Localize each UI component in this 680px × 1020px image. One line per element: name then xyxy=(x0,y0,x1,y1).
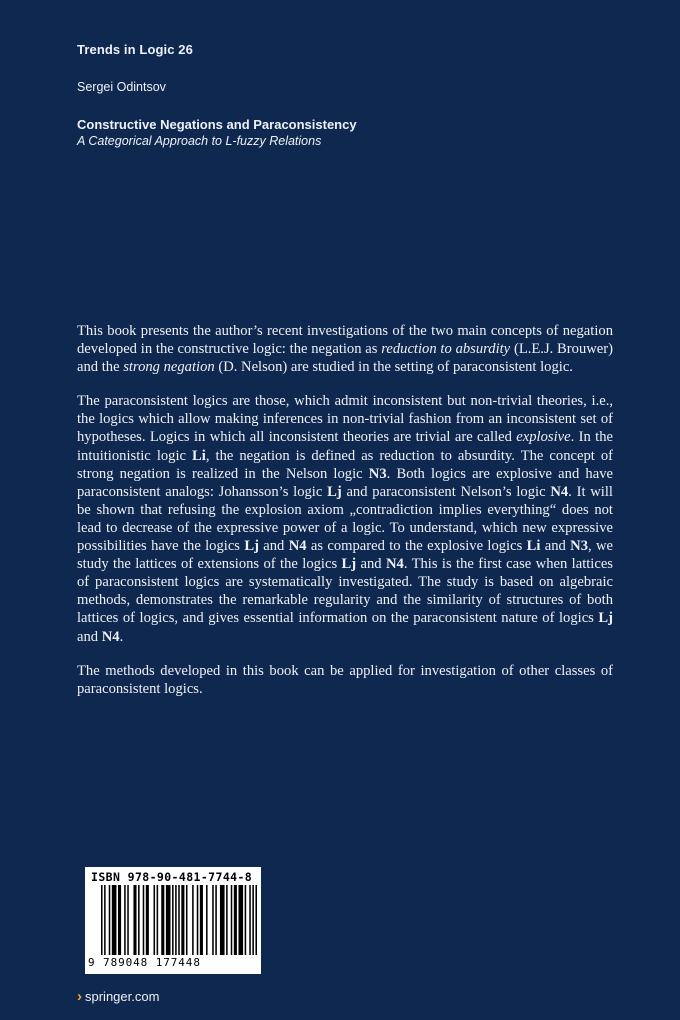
blurb-paragraph-2: The paraconsistent logics are those, which admit inconsistent but non-trivial theories, i.e., the logics which allow making inferences in non-trivial fashion from an inconsistent set of hypotheses. Logics in which all inconsistent theories are trivial are called explosive. In the intuitionistic logic Li, the negation is defined as reduction to absurdity. The concept of strong negation is realized in the Nelson logic N3. Both logics are explosive and have paraconsistent analogs: Johansson’s logic Lj and paraconsistent Nelson’s logic N4. It will be shown that refusing the explosion axiom „contradiction implies everything“ does not lead to decrease of the expressive power of a logic. To understand, which new expressive possibilities have the logics Lj and N4 as compared to the explosive logics Li and N3, we study the lattices of extensions of the logics Lj and N4. This is the first case when lattices of paraconsistent logics are systematically investigated. The study is based on algebraic methods, demonstrates the remarkable regularity and the similarity of structures of both lattices of logics, and gives essential information on the paraconsistent nature of logics Lj and N4. xyxy=(77,393,614,645)
ean-digits: 9 789048 177448 xyxy=(88,956,201,969)
blurb-paragraph-1: This book presents the author’s recent investigations of the two main concepts of negation developed in the constructive logic: the negation as reduction to absurdity (L.E.J. Brouwer) and the strong negation (D. Nelson) are studied in the setting of paraconsistent logic. xyxy=(77,323,613,376)
publisher-url[interactable]: springer.com xyxy=(85,989,160,1004)
blurb-paragraph-3: The methods developed in this book can be applied for investigation of other classes of paraconsistent logics. xyxy=(77,662,613,697)
book-subtitle: A Categorical Approach to L-fuzzy Relations xyxy=(77,134,322,148)
book-title: Constructive Negations and Paraconsistency xyxy=(77,117,357,132)
barcode-bars xyxy=(101,885,257,955)
isbn-label: ISBN 978-90-481-7744-8 xyxy=(91,870,253,884)
series-title: Trends in Logic 26 xyxy=(77,42,193,57)
publisher-link[interactable] xyxy=(77,988,159,1005)
author-name: Sergei Odintsov xyxy=(77,80,166,94)
isbn-barcode xyxy=(85,867,261,974)
chevron-right-icon: › xyxy=(77,988,82,1005)
cover-header xyxy=(77,42,637,148)
blurb xyxy=(77,322,613,714)
